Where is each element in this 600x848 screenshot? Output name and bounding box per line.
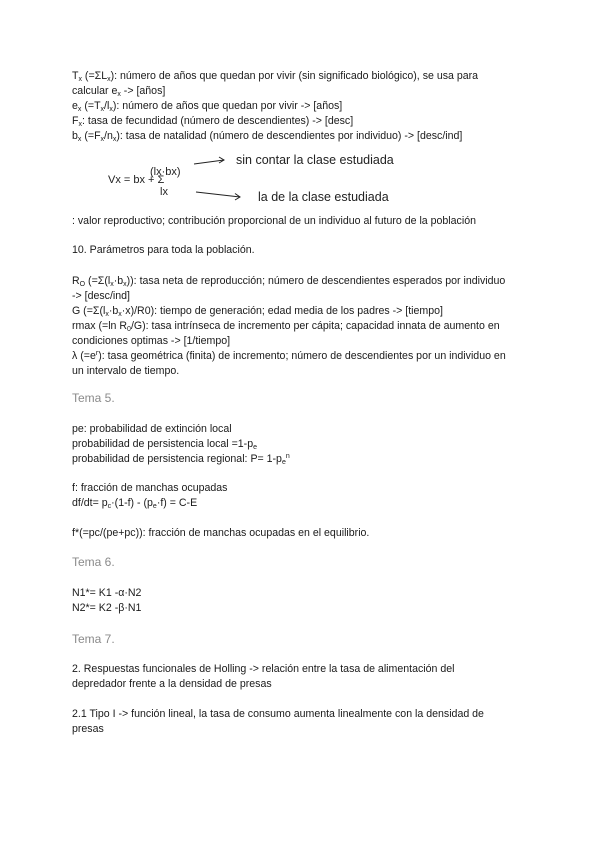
fx-definition: $F_x$: tasa de fecundidad (número de descendientes) -> [desc]: [72, 115, 354, 128]
vx-formula-denominator: lx: [160, 186, 168, 198]
n2-equilibrium: N2*= K2 -β·N1: [72, 602, 142, 614]
local-persistence: probabilidad de persistencia local $=1-p_e$: [72, 438, 257, 451]
rmax-definition-line1: rmax (=ln $R_0/G$): tasa intrínseca de incremento per cápita; capacidad innata de aumento en: [72, 320, 500, 333]
arrow-top-icon: [194, 157, 224, 164]
vx-note-bottom: la de la clase estudiada: [258, 190, 389, 204]
holling-paragraph-line1: 2. Respuestas funcionales de Holling -> relación entre la tasa de alimentación del: [72, 663, 455, 675]
rmax-definition-line2: condiciones optimas -> [1/tiempo]: [72, 335, 231, 347]
tipo1-paragraph-line1: 2.1 Tipo I -> función lineal, la tasa de consumo aumenta linealmente con la densidad de: [72, 708, 484, 720]
lambda-definition-line1: λ $(=e^r)$: tasa geométrica (finita) de incremento; número de descendientes por un individuo en: [72, 350, 506, 362]
n1-equilibrium: N1*= K1 -α·N2: [72, 587, 142, 599]
lambda-definition-line2: un intervalo de tiempo.: [72, 365, 180, 377]
tema5-heading: Tema 5.: [72, 391, 115, 405]
vx-formula-lhs: Vx = bx + Σ: [108, 174, 165, 186]
vx-description: : valor reproductivo; contribución proporcional de un individuo al futuro de la población: [72, 215, 476, 227]
ex-definition: $e_x$ $(=T_x/l_x)$: número de años que quedan por vivir -> [años]: [72, 100, 343, 113]
fstar-equilibrium: f*(=pc/(pe+pc)): fracción de manchas ocupadas en el equilibrio.: [72, 527, 370, 539]
tx-definition-line2: calcular $e_x$ -> [años]: [72, 85, 166, 98]
regional-persistence: probabilidad de persistencia regional: $P= 1-p_e^n$: [72, 453, 290, 466]
g-definition: G $(=\Sigma(l_x\cdot b_x\cdot x)/R0)$: tiempo de generación; edad media de los padres -> [tiempo]: [72, 305, 443, 318]
pe-definition: pe: probabilidad de extinción local: [72, 423, 232, 435]
dfdt-equation: $df/dt= p_c\cdot(1-f) - (p_e\cdot f) = C-E$: [72, 497, 198, 510]
vx-formula-numerator: (lx·bx): [150, 166, 181, 178]
tx-definition-line1: $T_x$ $(=\Sigma L_x)$: número de años que quedan por vivir (sin significado biológico), se usa para: [72, 70, 479, 83]
tema6-heading: Tema 6.: [72, 555, 115, 569]
f-definition: f: fracción de manchas ocupadas: [72, 482, 228, 494]
r0-definition-line1: $R_O$ $(=\Sigma(l_x\cdot b_x))$: tasa neta de reproducción; número de descendientes esperados por individuo: [72, 275, 506, 288]
tema7-heading: Tema 7.: [72, 632, 115, 646]
tipo1-paragraph-line2: presas: [72, 723, 104, 735]
section10-title: 10. Parámetros para toda la población.: [72, 244, 255, 256]
arrow-bottom-icon: [196, 192, 240, 200]
holling-paragraph-line2: depredador frente a la densidad de presas: [72, 678, 272, 690]
vx-note-top: sin contar la clase estudiada: [236, 153, 394, 167]
r0-definition-line2: -> [desc/ind]: [72, 290, 131, 302]
bx-definition: $b_x$ $(=F_x/n_x)$: tasa de natalidad (número de descendientes por individuo) -> [desc/ind]: [72, 130, 463, 143]
